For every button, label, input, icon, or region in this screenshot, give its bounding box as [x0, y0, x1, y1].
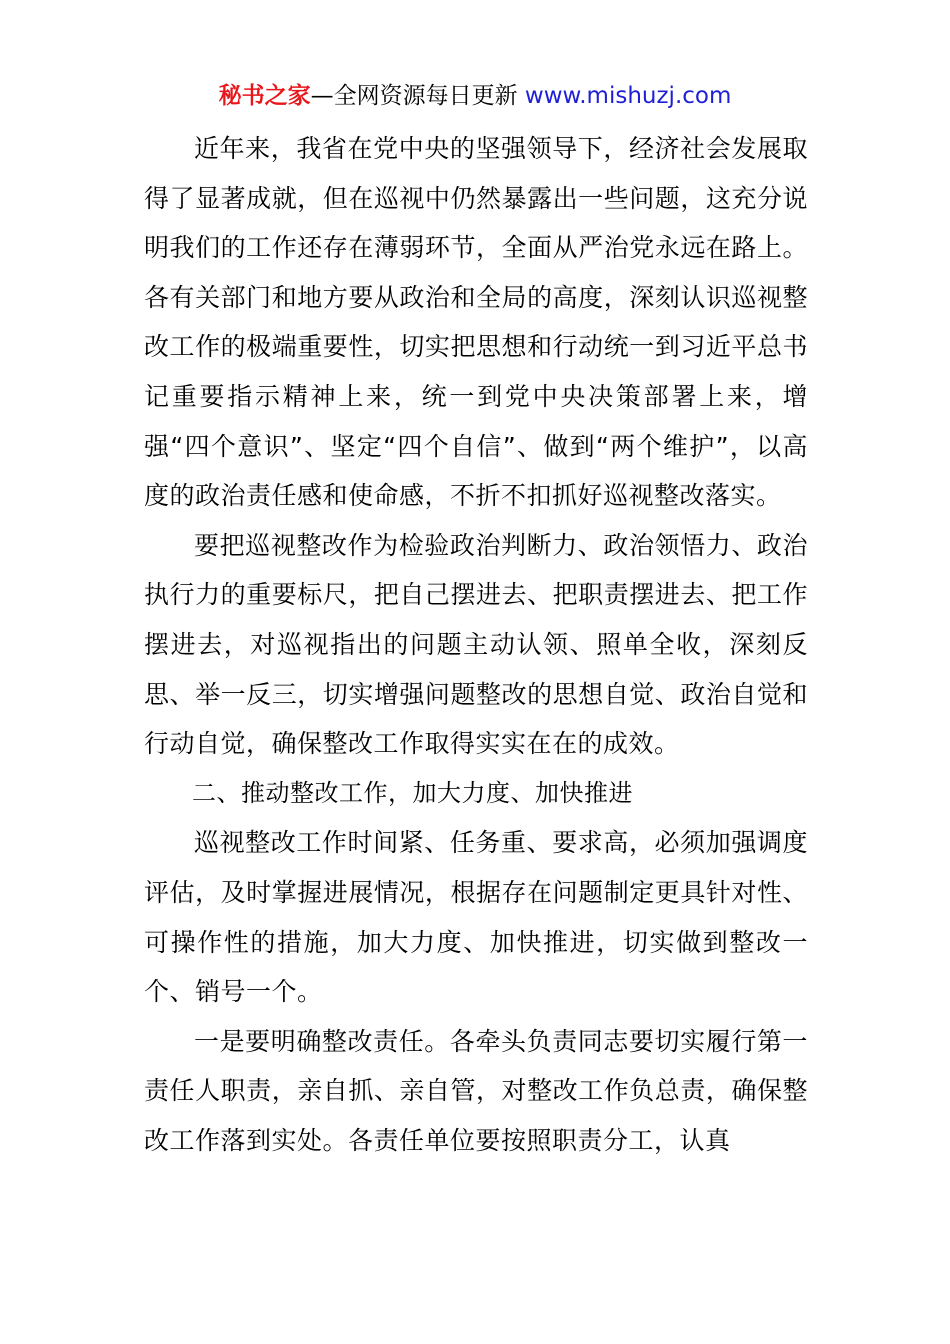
paragraph-4: 一是要明确整改责任。各牵头负责同志要切实履行第一责任人职责，亲自抓、亲自管，对整改工作负总责，确保整改工作落到实处。各责任单位要按照职责分工，认真 — [144, 1026, 808, 1155]
section-heading: 二、推动整改工作，加大力度、加快推进 — [192, 778, 633, 807]
site-brand: 秘书之家 — [218, 83, 311, 109]
site-slogan: —全网资源每日更新 — [310, 83, 518, 109]
site-url-link[interactable]: www.mishuzj.com — [524, 83, 732, 109]
paragraph-3: 巡视整改工作时间紧、任务重、要求高，必须加强调度评估，及时掌握进展情况，根据存在问题制定更具针对性、可操作性的措施，加大力度、加快推进，切实做到整改一个、销号一个。 — [144, 828, 808, 1007]
site-header — [0, 78, 950, 114]
paragraph-2: 要把巡视整改作为检验政治判断力、政治领悟力、政治执行力的重要标尺，把自己摆进去、把职责摆进去、把工作摆进去，对巡视指出的问题主动认领、照单全收，深刻反思、举一反三，切实增强问题整改的思想自觉、政治自觉和行动自觉，确保整改工作取得实实在在的成效。 — [144, 530, 808, 759]
paragraph-1: 近年来，我省在党中央的坚强领导下，经济社会发展取得了显著成就，但在巡视中仍然暴露出一些问题，这充分说明我们的工作还存在薄弱环节，全面从严治党永远在路上。各有关部门和地方要从政治和全局的高度，深刻认识巡视整改工作的极端重要性，切实把思想和行动统一到习近平总书记重要指示精神上来，统一到党中央决策部署上来，增强“四个意识”、坚定“四个自信”、做到“两个维护”，以高度的政治责任感和使命感，不折不扣抓好巡视整改落实。 — [144, 134, 808, 511]
document-body — [144, 124, 808, 1165]
